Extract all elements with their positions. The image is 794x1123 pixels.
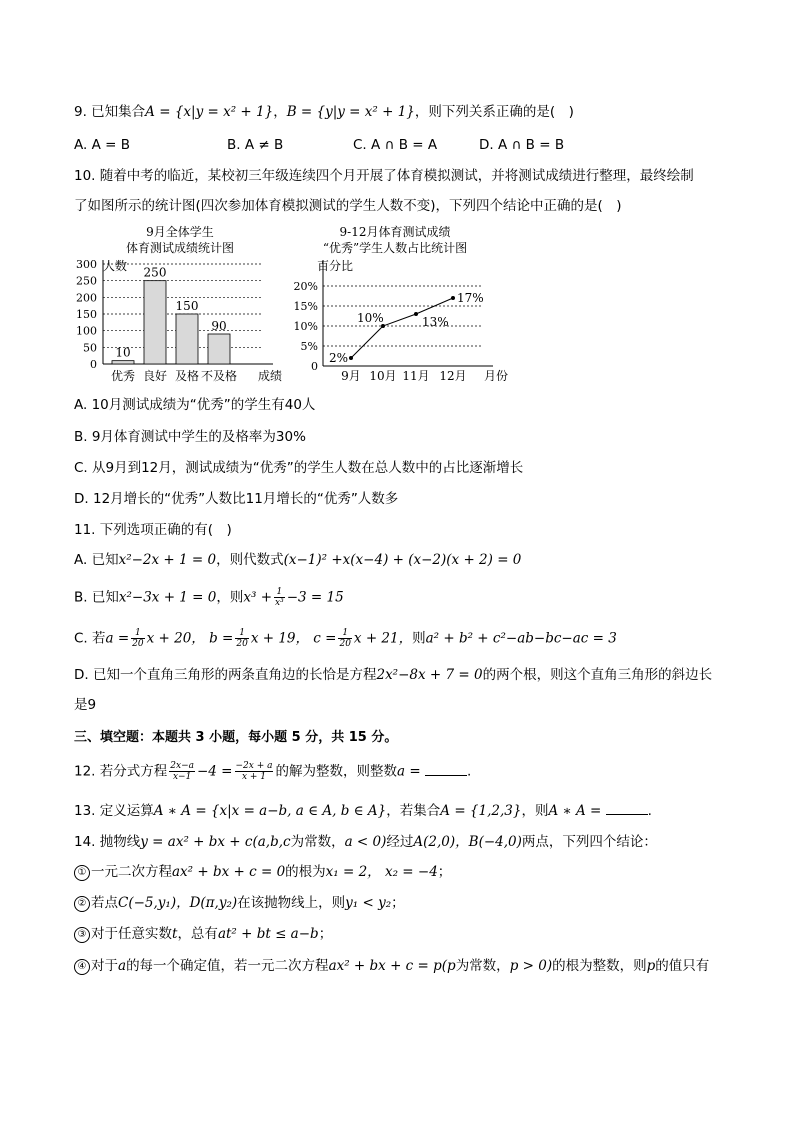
- line-ytick-label: 20%: [293, 280, 318, 293]
- q14-s3-end: ；: [318, 926, 333, 942]
- q10-option-d: D. 12月增长的“优秀”人数比11月增长的“优秀”人数多: [74, 491, 399, 507]
- q11-c-c1: c =: [313, 630, 337, 647]
- q12-pre: 12. 若分式方程: [74, 763, 168, 780]
- bar-value-label: 90: [211, 319, 227, 333]
- bar-2: [144, 281, 166, 364]
- q12-mid: −4 =: [196, 763, 233, 780]
- q14-stem: [74, 833, 657, 851]
- q11-c-b1: b =: [209, 630, 234, 647]
- bar-ytick-label: 100: [76, 324, 97, 338]
- line-point: [414, 312, 418, 316]
- q11-d-eq: 2x²−8x + 7 = 0: [376, 667, 483, 683]
- q9-option-c: C. A ∩ B = A: [353, 137, 438, 153]
- q9-set-b: B = {y|y = x² + 1}: [286, 104, 415, 120]
- bar-value-label: 250: [143, 265, 167, 280]
- q14-statement-1: [74, 863, 451, 881]
- bar-chart: [76, 224, 282, 383]
- q13-set: A = {1,2,3}: [440, 803, 522, 819]
- q14-eq: y = ax² + bx + c(a,b,c: [140, 834, 291, 850]
- bar-category-label: 及格: [174, 369, 200, 383]
- q14-mid1: 为常数，: [290, 834, 345, 850]
- q12-frac-right: [235, 761, 274, 782]
- line-value-label: 2%: [329, 351, 349, 365]
- q11-c-mid: 则: [412, 630, 426, 647]
- q11-c-frac-b: [235, 628, 248, 649]
- q14-s4-p: p: [646, 958, 656, 974]
- q11-c-c2: x + 21，: [353, 630, 413, 647]
- line-ytick-label: 5%: [300, 340, 318, 353]
- bar-value-label: 150: [175, 299, 199, 313]
- q10-charts: [0, 220, 794, 390]
- bar-ytick-label: 50: [83, 341, 97, 355]
- bar-chart-ylabel: 人数: [103, 259, 128, 273]
- line-value-label: 17%: [457, 291, 484, 305]
- q9-set-a: A = {x|y = x² + 1}: [145, 104, 274, 120]
- q9-option-d: D. A ∩ B = B: [479, 137, 565, 153]
- q14-cond: a < 0): [344, 834, 387, 850]
- q12-frac-right-num: −2x + a: [235, 761, 273, 771]
- q11-c-a2: x + 20，: [146, 630, 205, 647]
- bar-ytick-label: 250: [76, 274, 97, 288]
- q11-c-frac-a: [131, 628, 144, 649]
- q10-option-c: C. 从9月到12月，测试成绩为“优秀”的学生人数在总人数中的占比逐渐增长: [74, 460, 524, 476]
- q14-s1-mid: 的根为: [285, 864, 326, 880]
- q14-s4-pre: 对于: [91, 958, 118, 974]
- q11-b-expr1: x³ +: [243, 589, 273, 606]
- q14-s4-cond: p > 0): [509, 958, 553, 974]
- q9-sep: ，: [273, 104, 287, 120]
- q11-b-mid: ，则: [216, 589, 244, 606]
- q12-frac-right-den: x + 1: [241, 772, 267, 782]
- q11-c-pre: C. 若: [74, 630, 106, 647]
- q12-end: .: [466, 763, 472, 780]
- bar-4: [208, 334, 230, 364]
- q12-frac-left: [169, 761, 195, 782]
- line-chart-ylabel: 百分比: [317, 259, 354, 273]
- q14-s2-relation: y₁ < y₂: [345, 895, 392, 911]
- q12-frac-left-num: 2x−a: [170, 761, 194, 771]
- q11-b-pre: B. 已知: [74, 589, 119, 606]
- q11-c-frac-c-num: 1: [338, 628, 351, 639]
- q14-s1-end: ；: [437, 864, 452, 880]
- q10-stem-line1: 10. 随着中考的临近，某校初三年级连续四个月开展了体育模拟测试，并将测试成绩进行整理，最终绘制: [74, 168, 694, 184]
- q10-option-a: A. 10月测试成绩为“优秀”的学生有40人: [74, 397, 316, 413]
- q14-circle-3: ③: [74, 927, 90, 943]
- q14-s4-mid2: 为常数，: [455, 958, 510, 974]
- bar-1: [112, 361, 134, 364]
- q11-a-pre: A. 已知: [74, 552, 119, 568]
- line-category-label: 10月: [369, 369, 397, 383]
- q9-option-b: B. A ≠ B: [227, 137, 284, 153]
- bar-chart-xlabel: 成绩: [258, 369, 283, 383]
- line-category-label: 11月: [402, 369, 430, 383]
- q11-option-d-line1: [74, 666, 712, 684]
- q14-s1-eq: ax² + bx + c = 0: [172, 864, 286, 880]
- line-chart: [294, 224, 508, 383]
- q11-a-expr: (x−1)² +x(x−4) + (x−2)(x + 2) = 0: [283, 552, 522, 568]
- q14-statement-4: [74, 957, 709, 975]
- q11-c-frac-c: [338, 628, 351, 649]
- bar-ytick-label: 150: [76, 308, 97, 321]
- q11-c-frac-c-den: 20: [339, 639, 351, 649]
- q13-mid: ，若集合: [386, 803, 441, 819]
- q14-s2-points: C(−5,y₁)，D(π,y₂): [118, 895, 238, 911]
- line-ytick-label: 10%: [293, 320, 318, 333]
- line-category-label: 12月: [439, 369, 467, 383]
- q12: [74, 761, 471, 782]
- q13: [74, 802, 652, 820]
- q14-circle-1: ①: [74, 865, 90, 881]
- bar-category-label: 优秀: [110, 369, 136, 383]
- line-ytick-label: 0: [311, 360, 318, 373]
- line-point: [451, 296, 455, 300]
- line-chart-title: 9-12月体育测试成绩: [339, 225, 451, 239]
- q11-stem: 11. 下列选项正确的有( ): [74, 522, 232, 538]
- q11-a-eq: x²−2x + 1 = 0: [118, 552, 217, 568]
- q11-b-fraction: [274, 587, 285, 608]
- bar-3: [176, 314, 198, 364]
- q14-s4-a: a: [118, 958, 127, 974]
- q11-b-eq: x²−3x + 1 = 0: [118, 589, 217, 606]
- q9-stem: [74, 103, 574, 121]
- q13-end: .: [647, 803, 652, 819]
- q14-s3-mid: ，总有: [177, 926, 218, 942]
- q14-points: A(2,0)，B(−4,0): [413, 834, 522, 850]
- q14-s2-end: ；: [391, 895, 405, 911]
- section-3-heading: 三、填空题：本题共 3 小题，每小题 5 分，共 15 分。: [74, 730, 398, 745]
- bar-chart-subtitle: 体育测试成绩统计图: [125, 241, 235, 255]
- q11-b-frac-num: 1: [274, 587, 285, 598]
- q11-c-frac-b-num: 1: [235, 628, 248, 639]
- q11-c-b2: x + 19，: [250, 630, 309, 647]
- q14-statement-2: [74, 894, 405, 912]
- q14-s2-mid: 在该抛物线上，则: [237, 895, 346, 911]
- q9-stem-text: 9. 已知集合: [74, 104, 146, 120]
- q14-s4-eq: ax² + bx + c = p(p: [328, 958, 456, 974]
- q11-d-pre: D. 已知一个直角三角形的两条直角边的长恰是方程: [74, 667, 377, 683]
- q13-question: A ∗ A =: [548, 803, 602, 819]
- bar-category-label: 不及格: [200, 369, 238, 383]
- q11-option-b: [74, 587, 344, 608]
- line-chart-subtitle: “优秀”学生人数占比统计图: [322, 241, 468, 255]
- q13-expr: A ∗ A = {x|x = a−b, a ∈ A, b ∈ A}: [153, 803, 387, 819]
- q14-statement-3: [74, 925, 332, 943]
- q11-c-expr: a² + b² + c²−ab−bc−ac = 3: [425, 630, 617, 647]
- q11-c-a1: a =: [105, 630, 130, 647]
- q9-option-a: A. A = B: [74, 137, 130, 153]
- q11-b-frac-den: x³: [275, 598, 284, 608]
- line-value-label: 10%: [357, 311, 384, 325]
- line-point: [349, 356, 353, 360]
- bar-chart-title: 9月全体学生: [146, 225, 214, 239]
- bar-value-label: 10: [115, 345, 131, 360]
- q12-answer-blank[interactable]: [425, 763, 467, 776]
- line-value-label: 13%: [422, 315, 449, 329]
- bar-category-label: 良好: [142, 369, 168, 383]
- bar-ytick-label: 200: [76, 291, 97, 305]
- q11-b-expr2: −3 = 15: [286, 589, 344, 606]
- q14-s2-pre: 若点: [91, 895, 118, 911]
- q11-option-a: [74, 551, 521, 569]
- q14-pre: 14. 抛物线: [74, 834, 141, 850]
- q14-s3-pre: 对于任意实数: [91, 926, 172, 942]
- q14-circle-4: ④: [74, 959, 90, 975]
- q14-s4-mid3: 的根为整数，则: [552, 958, 647, 974]
- q14-s3-t: t: [172, 926, 178, 942]
- bar-ytick-label: 0: [90, 358, 97, 371]
- q13-post: ，则: [521, 803, 549, 819]
- q14-mid2: 经过: [386, 834, 414, 850]
- q11-a-mid: ，则代数式: [216, 552, 284, 568]
- line-category-label: 9月: [341, 369, 361, 383]
- bar-ytick-label: 300: [76, 258, 97, 271]
- line-chart-xlabel: 月份: [484, 369, 509, 383]
- q11-option-c: [74, 628, 617, 649]
- q14-s1-pre: 一元二次方程: [91, 864, 172, 880]
- q14-post: 两点，下列四个结论：: [521, 834, 657, 850]
- q11-option-d-line2: 是9: [74, 697, 97, 713]
- q13-answer-blank[interactable]: [606, 802, 648, 815]
- line-ytick-label: 15%: [293, 300, 318, 313]
- q14-s1-roots: x₁ = 2， x₂ = −4: [325, 864, 438, 880]
- q14-s4-mid1: 的每一个确定值，若一元二次方程: [126, 958, 329, 974]
- q10-stem-line2: 了如图所示的统计图(四次参加体育模拟测试的学生人数不变)，下列四个结论中正确的是( ): [74, 198, 622, 214]
- q9-stem-tail: ，则下列关系正确的是( ): [414, 104, 574, 120]
- q14-s4-end: 的值只有: [655, 958, 710, 974]
- q10-option-b: B. 9月体育测试中学生的及格率为30%: [74, 429, 306, 445]
- q14-circle-2: ②: [74, 896, 90, 912]
- q12-frac-left-den: x−1: [172, 772, 192, 782]
- q13-pre: 13. 定义运算: [74, 803, 154, 819]
- q11-c-frac-b-den: 20: [236, 639, 248, 649]
- q11-d-post: 的两个根，则这个直角三角形的斜边长: [482, 667, 713, 683]
- q11-c-frac-a-num: 1: [131, 628, 144, 639]
- q12-var: a =: [396, 763, 421, 780]
- q12-post: 的解为整数，则整数: [275, 763, 397, 780]
- q14-s3-inequality: at² + bt ≤ a−b: [217, 926, 319, 942]
- q11-c-frac-a-den: 20: [132, 639, 144, 649]
